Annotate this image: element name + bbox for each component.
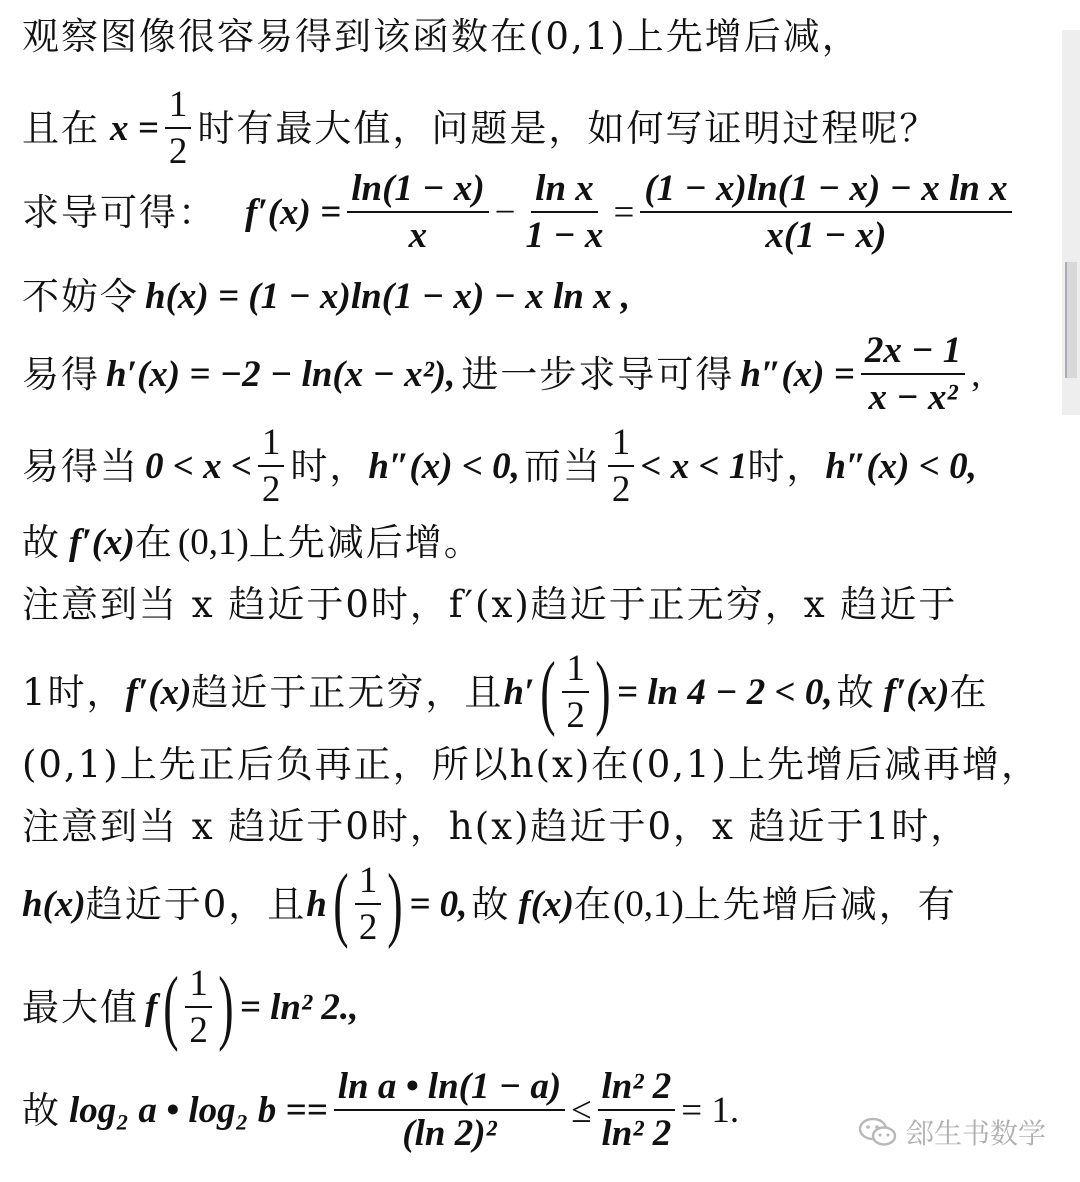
text: 而当 — [523, 444, 602, 488]
line-14 — [22, 1068, 739, 1152]
denominator: 2 — [168, 131, 188, 172]
math: = ln 4 − 2 < 0, — [616, 671, 833, 713]
math: < x < 1 — [640, 445, 748, 487]
numerator: ln a • ln(1 − a) — [334, 1068, 565, 1111]
text: 进一步求导可得 — [461, 352, 735, 396]
math: h″(x) = — [740, 353, 855, 395]
math: = 1. — [681, 1089, 740, 1131]
math: 0 < x < — [145, 445, 252, 487]
text: 故 — [836, 670, 876, 714]
line-10 — [22, 743, 1040, 786]
numerator: 1 — [355, 862, 382, 905]
text: 最大值 — [22, 985, 139, 1029]
math: h(x) — [22, 883, 86, 925]
fraction — [165, 86, 192, 170]
text: 趋近于0，且 — [85, 882, 307, 926]
scrollbar[interactable] — [1062, 30, 1080, 415]
math: h(x) = (1 − x)ln(1 − x) − x ln x , — [145, 276, 631, 317]
numerator: 1 — [258, 424, 285, 467]
text: 注意到当 x 趋近于0时，h(x)趋近于0，x 趋近于1时， — [22, 805, 970, 848]
line-12: h(x) 趋近于0，且 h ( $\frac{1}{2}$ ) = 0, 故 f(x) 在 (0,1) 上先增后减，有 — [22, 857, 957, 950]
line-1 — [22, 15, 861, 58]
fraction — [355, 862, 382, 946]
math: f′(x) — [125, 671, 192, 713]
math: f — [145, 986, 158, 1028]
fraction — [185, 965, 212, 1049]
math: x = — [110, 107, 159, 149]
fraction — [334, 1068, 565, 1152]
numerator: 1 — [608, 424, 635, 467]
line-6 — [22, 424, 977, 508]
text: 故 — [471, 882, 511, 926]
numerator: ln(1 − x) — [347, 170, 488, 213]
line-2 — [22, 86, 938, 170]
math: (0,1) — [612, 883, 684, 925]
denominator: 2 — [189, 1010, 208, 1051]
numerator: 2x − 1 — [861, 332, 965, 375]
text: 趋近于正无穷，且 — [191, 670, 504, 714]
line-7 — [22, 521, 483, 564]
math: f′(x) — [883, 671, 950, 713]
line-4 — [22, 275, 631, 318]
text: 在 — [949, 670, 989, 714]
line-5: 易得 h′(x) = −2 − ln(x − x²), 进一步求导可得 h″(x) = $\frac{2x - 1}{\text{x − x²}}$ , — [22, 330, 981, 418]
numerator: 1 — [185, 965, 212, 1008]
denominator: x(1 − x) — [765, 215, 887, 256]
fraction — [522, 170, 608, 254]
text: 易得 — [22, 352, 100, 396]
text: 不妨令 — [22, 275, 139, 318]
fraction — [598, 1068, 676, 1152]
denominator: 2 — [566, 695, 585, 736]
scrollbar-thumb[interactable] — [1065, 262, 1077, 378]
line-1-text: 观察图像很容易得到该函数在(0,1)上先增后减， — [22, 15, 861, 58]
denominator: 1 − x — [525, 215, 604, 256]
text: 在 — [573, 882, 613, 926]
text: 1时， — [22, 670, 126, 714]
denominator: 2 — [611, 469, 631, 510]
fraction — [861, 332, 965, 416]
math: h″(x) < 0, — [825, 445, 977, 487]
math: = ln² 2., — [239, 986, 359, 1028]
text: 故 — [22, 1088, 61, 1132]
math: f′(x) — [69, 522, 135, 563]
denominator: 2 — [358, 907, 378, 948]
numerator: (1 − x)ln(1 − x) − x ln x — [640, 170, 1011, 213]
text: 上先增后减，有 — [683, 882, 957, 926]
line-11 — [22, 805, 970, 848]
chat-bubbles-icon — [858, 1116, 898, 1148]
line-3: 求导可得： f′(x) = $\frac{\ln(1 - x)}{x}$ − $\frac{\text{ln x}}{1 - x}$ = $\frac{\text{(1 − x)ln(1 − x) − x ln x}}{x(1 - x)}$ — [22, 170, 1018, 254]
text: 且在 — [22, 106, 100, 150]
numerator: 1 — [165, 86, 192, 129]
math: f′(x) = — [245, 191, 342, 233]
text: 注意到当 x 趋近于0时，f′(x)趋近于正无穷，x 趋近于 — [22, 583, 958, 626]
text: 易得当 — [22, 444, 139, 488]
text: 时有最大值，问题是，如何写证明过程呢？ — [197, 106, 939, 150]
line-9: 1时， f′(x) 趋近于正无穷，且 h′ ( $\frac{1}{2}$ ) = ln 4 − 2 < 0, 故 f′(x) 在 — [22, 645, 989, 738]
denominator: x — [408, 215, 428, 256]
numerator: ln x — [531, 170, 598, 213]
denominator: ln² 2 — [601, 1113, 672, 1154]
line-13: 最大值 f ( $\frac{1}{2}$ ) = ln² 2., — [22, 960, 359, 1053]
math: ≤ — [571, 1089, 592, 1131]
text: 时， — [290, 444, 369, 488]
text: 上先减后增。 — [248, 521, 483, 564]
fraction — [347, 170, 488, 254]
denominator: 2 — [261, 469, 281, 510]
text: (0,1)上先正后负再正，所以h(x)在(0,1)上先增后减再增， — [22, 743, 1040, 786]
numerator: 1 — [562, 650, 589, 693]
math: h′(x) = −2 − ln(x − x²), — [106, 353, 456, 395]
math: h″(x) < 0, — [368, 445, 520, 487]
math: (0,1) — [177, 522, 249, 563]
text: 时， — [747, 444, 826, 488]
math: = 0, — [409, 883, 468, 925]
numerator: ln² 2 — [598, 1068, 676, 1111]
math: f(x) — [518, 883, 574, 925]
denominator: (ln 2)² — [402, 1113, 497, 1154]
watermark-text: 郐生书数学 — [905, 1117, 1046, 1150]
math: h′ — [503, 671, 535, 713]
math: log₂ a • log₂ b == — [69, 1089, 328, 1131]
fraction — [608, 424, 635, 508]
line-8 — [22, 583, 958, 626]
watermark — [858, 1112, 1046, 1152]
text: 在 — [134, 521, 174, 564]
fraction — [562, 650, 589, 734]
fraction — [640, 170, 1011, 254]
text: 故 — [22, 521, 61, 564]
fraction — [258, 424, 285, 508]
denominator: x − x² — [868, 377, 958, 418]
math: h — [306, 883, 327, 925]
text: 求导可得： — [22, 190, 217, 234]
